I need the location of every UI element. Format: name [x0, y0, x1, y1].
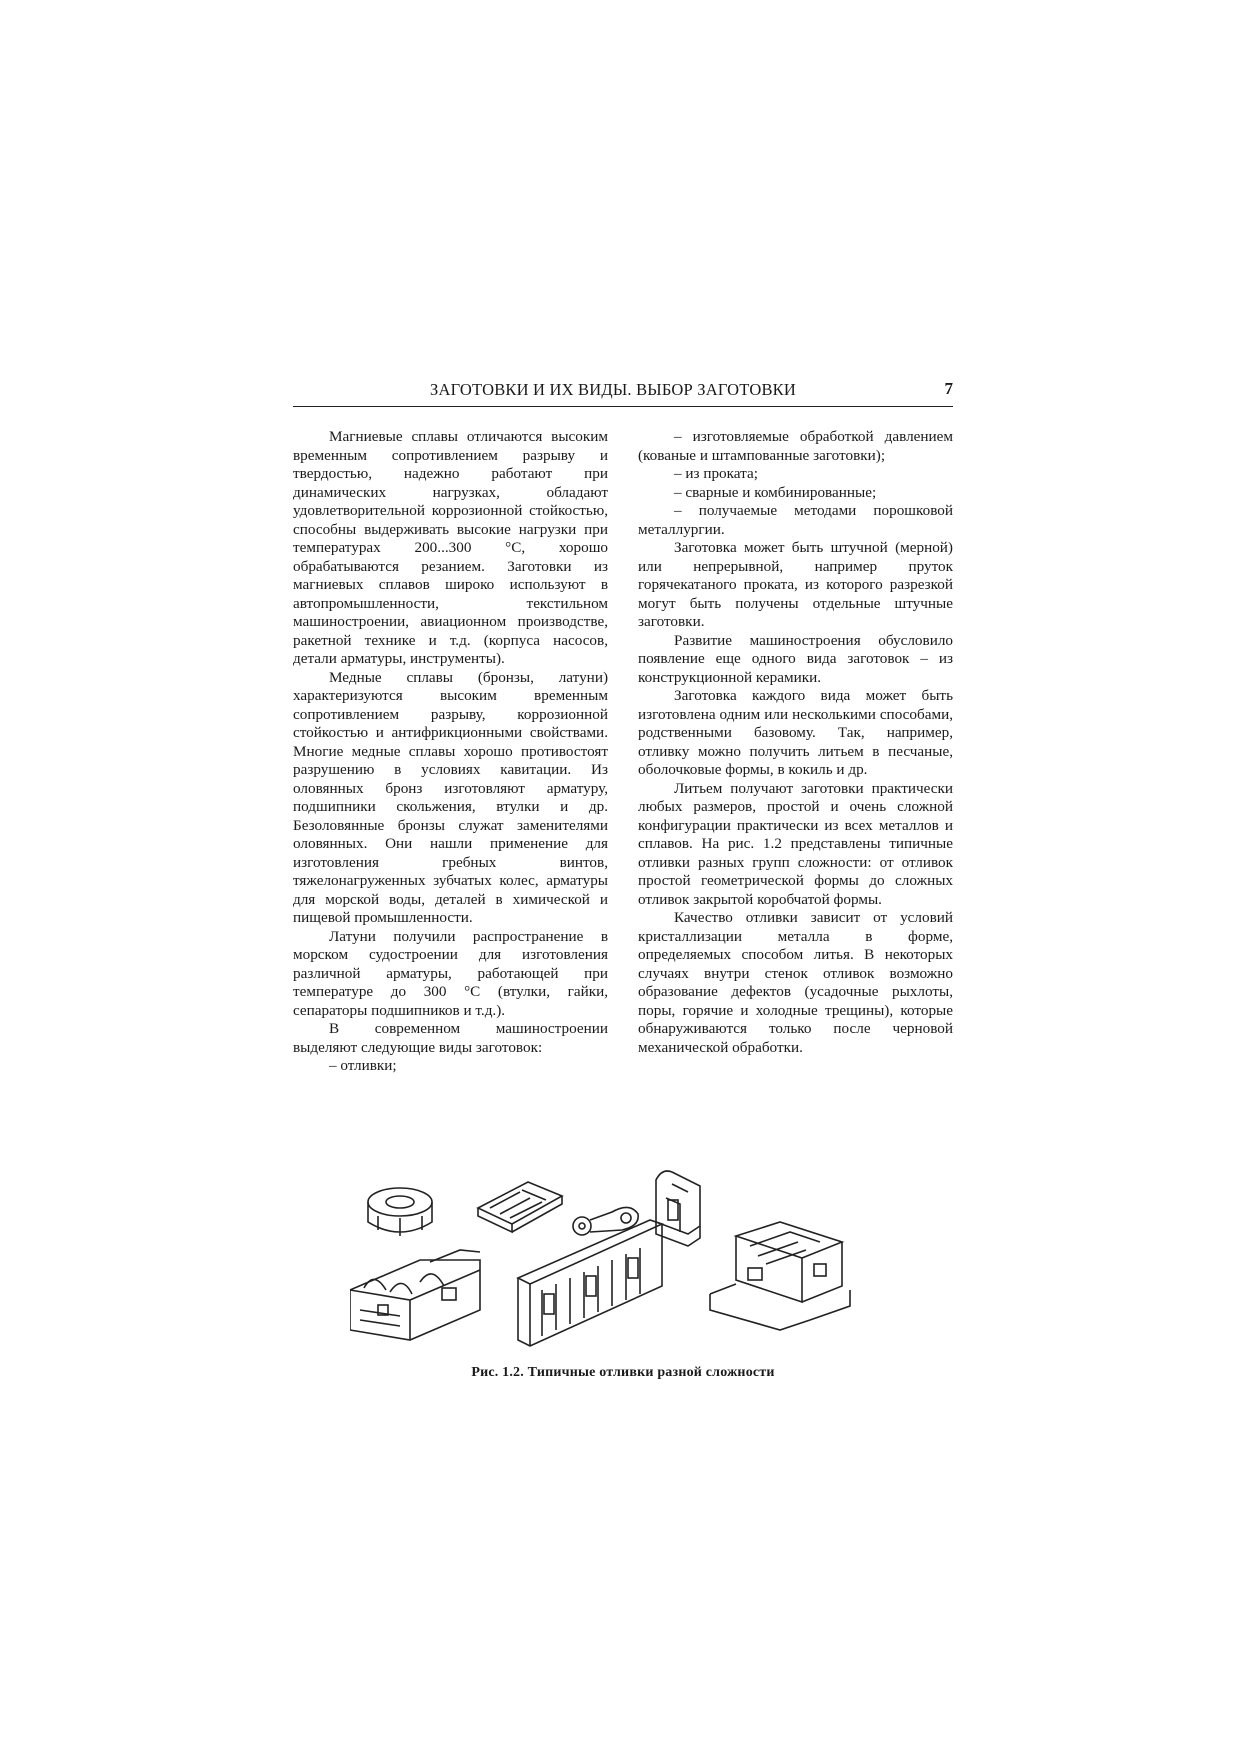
lever-casting-drawing — [573, 1207, 638, 1235]
page-number: 7 — [944, 379, 953, 398]
list-item: – получаемые методами порошковой металлургии. — [638, 502, 953, 538]
paragraph: Развитие машиностроения обусловило появление еще одного вида заготовок – из конструкционной керамики. — [638, 631, 953, 686]
left-text-column — [293, 428, 608, 1076]
ring-casting-drawing — [368, 1188, 432, 1236]
box-casting-drawing — [710, 1222, 850, 1330]
paragraph: Заготовка каждого вида может быть изготовлена одним или несколькими способами, родственными базовому. Так, например, отливку можно получить литьем в песчаные, оболочковые формы, в кокиль и др. — [638, 687, 953, 778]
list-item: – изготовляемые обработкой давлением (кованые и штампованные заготовки); — [638, 428, 953, 464]
running-title: ЗАГОТОВКИ И ИХ ВИДЫ. ВЫБОР ЗАГОТОВКИ — [430, 380, 796, 399]
castings-illustration — [350, 1160, 910, 1355]
list-item: – сварные и комбинированные; — [674, 483, 877, 501]
running-header — [293, 378, 953, 407]
list-item: – отливки; — [329, 1057, 397, 1074]
list-item: – из проката; — [674, 465, 758, 482]
paragraph: Качество отливки зависит от условий кристаллизации металла в форме, определяемых способом литья. В некоторых случаях внутри стенок отливок возможно образование дефектов (усадочные рыхлоты, поры, горячие и холодные трещины), которые обнаруживаются только после черновой механической обработки. — [638, 909, 953, 1056]
right-text-column — [638, 428, 953, 1057]
paragraph: Медные сплавы (бронзы, латуни) характеризуются высоким временным сопротивлением разрыву, коррозионной стойкостью и антифрикционными свойствами. Многие медные сплавы хорошо противостоят разрушению в условиях кавитации. Из оловянных бронз изготовляют арматуру, подшипники скольжения, втулки и др. Безоловянные бронзы служат заменителями оловянных. Они нашли применение для изготовления гребных винтов, тяжелонагруженных зубчатых колес, арматуры для морской воды, деталей в химической и пищевой промышленности. — [293, 668, 608, 926]
castings-figure — [350, 1160, 910, 1355]
paragraph: Латуни получили распространение в морском судостроении для изготовления различной арматуры, работающей при температуре до 300 °С (втулки, гайки, сепараторы подшипников и т.д.). — [293, 927, 608, 1019]
figure-caption: Рис. 1.2. Типичные отливки разной сложности — [471, 1365, 775, 1380]
paragraph: Магниевые сплавы отличаются высоким временным сопротивлением разрыву и твердостью, надежно работают при динамических нагрузках, обладают удовлетворительной коррозионной стойкостью, способны выдерживать высокие нагрузки при температурах 200...300 °С, хорошо обрабатываются резанием. Заготовки из магниевых сплавов широко используют в автопромышленности, текстильном машиностроении, авиационном производстве, ракетной технике и т.д. (корпуса насосов, детали арматуры, инструменты). — [293, 428, 608, 667]
paragraph: В современном машиностроении выделяют следующие виды заготовок: — [293, 1020, 608, 1056]
housing-casting-drawing — [350, 1250, 480, 1340]
paragraph: Литьем получают заготовки практически любых размеров, простой и очень сложной конфигурации практически из всех металлов и сплавов. На рис. 1.2 представлены типичные отливки разных групп сложности: от отливок простой геометрической формы до сложных отливок закрытой коробчатой формы. — [638, 779, 953, 908]
frame-casting-drawing — [518, 1220, 662, 1346]
plate-casting-drawing — [478, 1182, 562, 1232]
paragraph: Заготовка может быть штучной (мерной) или непрерывной, например пруток горячекатаного проката, из которого разрезкой могут быть получены отдельные штучные заготовки. — [638, 539, 953, 630]
